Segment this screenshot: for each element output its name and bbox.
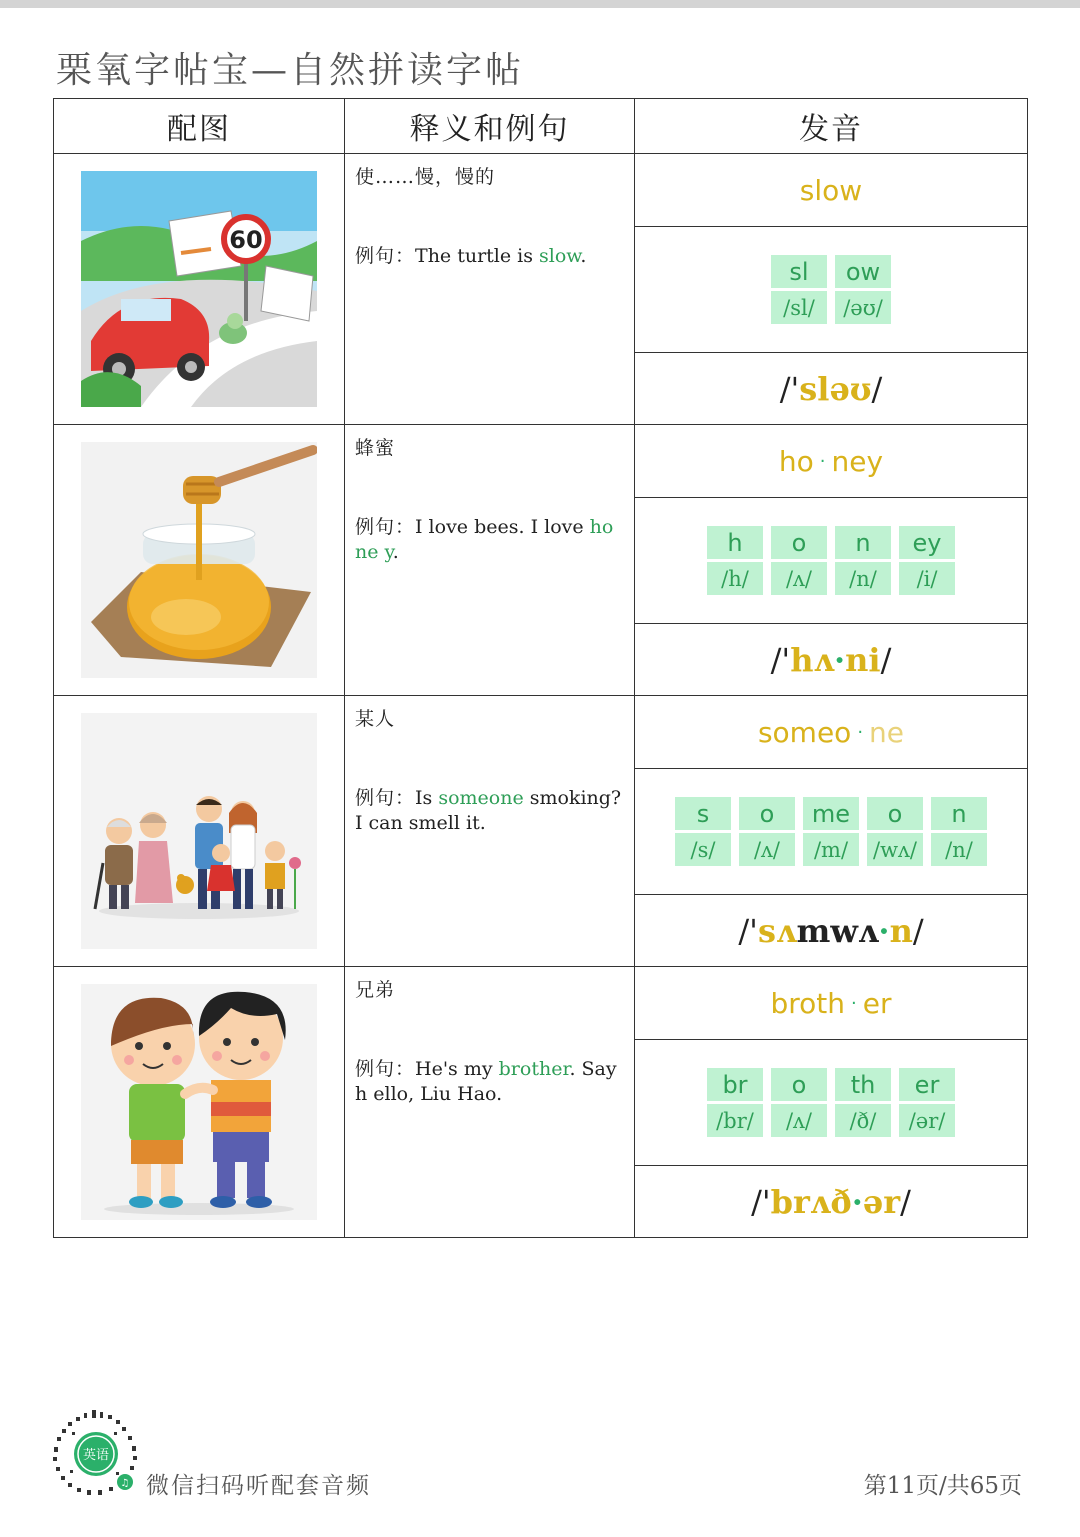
honey-jar-illustration — [81, 442, 317, 678]
header-pronunciation: 发音 — [635, 99, 1028, 154]
chinese-meaning: 蜂蜜 — [355, 437, 396, 459]
pronunciation-cell — [635, 967, 1028, 1238]
ipa-transcription — [635, 353, 1027, 424]
letter-sound-tile[interactable] — [899, 1068, 955, 1137]
syllable-dot: · — [819, 450, 826, 472]
ipa-segment: mwʌ — [796, 911, 879, 950]
example-sentence — [355, 1057, 624, 1107]
tile-sound: /əʊ/ — [835, 291, 891, 324]
example-label: 例句： — [355, 1058, 416, 1080]
example-text-before: The turtle is — [415, 245, 540, 267]
ipa-open: /' — [738, 911, 758, 950]
syllable-dot: · — [851, 992, 857, 1014]
two-boys-illustration — [81, 984, 317, 1220]
picture-cell — [54, 696, 345, 967]
tile-sound: /h/ — [707, 562, 763, 595]
pronunciation-cell — [635, 696, 1028, 967]
syllable: ne — [869, 715, 905, 749]
syllable-dot: · — [857, 721, 864, 743]
tile-sound: /br/ — [707, 1104, 763, 1137]
syllable: ho — [778, 444, 814, 478]
tile-letters: br — [707, 1068, 763, 1101]
example-highlight-word: someone — [438, 787, 524, 809]
table-row — [54, 696, 1028, 967]
meaning-cell — [345, 967, 635, 1238]
ipa-close: / — [871, 369, 883, 408]
meaning-cell — [345, 696, 635, 967]
example-text-after: . — [392, 541, 399, 563]
tile-letters: sl — [771, 255, 827, 288]
example-sentence — [355, 786, 624, 836]
tile-sound: /s/ — [675, 833, 731, 866]
ipa-transcription — [635, 895, 1027, 966]
example-highlight-word: hone y — [355, 516, 614, 563]
tile-letters: o — [771, 526, 827, 559]
tile-letters: th — [835, 1068, 891, 1101]
letter-sound-tile[interactable] — [771, 1068, 827, 1137]
letter-sound-tile[interactable] — [835, 1068, 891, 1137]
car-turtle-road-illustration — [81, 171, 317, 407]
syllable: broth — [770, 986, 846, 1020]
document-title: 栗氧字帖宝—自然拼读字帖 — [56, 50, 525, 91]
letter-sound-tiles — [635, 1040, 1027, 1166]
ipa-close: / — [912, 911, 924, 950]
ipa-segment: · — [851, 1182, 863, 1221]
tile-sound: /sl/ — [771, 291, 827, 324]
example-text-before: I love bees. I love — [415, 516, 590, 538]
page-number: 第11页/共65页 — [863, 1473, 1022, 1499]
picture-cell — [54, 425, 345, 696]
letter-sound-tiles — [635, 498, 1027, 624]
ipa-segment: hʌ — [790, 640, 834, 679]
letter-sound-tile[interactable] — [707, 1068, 763, 1137]
ipa-segment: brʌð — [770, 1182, 852, 1221]
tile-letters: o — [867, 797, 923, 830]
meaning-cell — [345, 154, 635, 425]
header-picture: 配图 — [54, 99, 345, 154]
chinese-meaning: 使……慢，慢的 — [355, 166, 496, 188]
example-text-after: smoking? I can smell it. — [355, 787, 622, 834]
example-text-after: . Say h ello, Liu Hao. — [355, 1058, 617, 1105]
tile-letters: h — [707, 526, 763, 559]
svg-text:♫: ♫ — [120, 1478, 130, 1489]
example-text-after: . — [580, 245, 587, 267]
picture-cell — [54, 154, 345, 425]
pronunciation-cell — [635, 425, 1028, 696]
tile-letters: s — [675, 797, 731, 830]
syllable-word[interactable] — [635, 696, 1027, 769]
audio-scan-note: 微信扫码听配套音频 — [146, 1473, 371, 1499]
top-edge-bar — [0, 0, 1080, 8]
ipa-open: /' — [751, 1182, 771, 1221]
ipa-segment: ər — [862, 1182, 901, 1221]
tile-sound: /n/ — [931, 833, 987, 866]
table-row — [54, 154, 1028, 425]
tile-letters: me — [803, 797, 859, 830]
tile-sound: /m/ — [803, 833, 859, 866]
letter-sound-tile[interactable] — [835, 255, 891, 324]
svg-text:60: 60 — [229, 226, 263, 254]
chinese-meaning: 兄弟 — [355, 979, 396, 1001]
letter-sound-tile[interactable] — [675, 797, 731, 866]
ipa-segment: ni — [845, 640, 881, 679]
ipa-segment: sʌ — [757, 911, 797, 950]
ipa-open: /' — [779, 369, 800, 408]
syllable-word[interactable] — [635, 967, 1027, 1040]
tile-sound: /wʌ/ — [867, 833, 923, 866]
pronunciation-cell — [635, 154, 1028, 425]
tile-sound: /n/ — [835, 562, 891, 595]
letter-sound-tile[interactable] — [867, 797, 923, 866]
tile-sound: /ʌ/ — [739, 833, 795, 866]
ipa-transcription — [635, 1166, 1027, 1237]
tile-letters: er — [899, 1068, 955, 1101]
chinese-meaning: 某人 — [355, 708, 396, 730]
letter-sound-tile[interactable] — [803, 797, 859, 866]
tile-sound: /ʌ/ — [771, 1104, 827, 1137]
tile-sound: /i/ — [899, 562, 955, 595]
letter-sound-tiles — [635, 769, 1027, 895]
tile-letters: n — [835, 526, 891, 559]
qr-code[interactable] — [52, 1410, 140, 1498]
ipa-segment: n — [889, 911, 913, 950]
ipa-segment: sləʊ — [799, 369, 872, 408]
example-label: 例句： — [355, 516, 416, 538]
qr-badge-text: 英语 — [82, 1448, 110, 1463]
table-header-row — [54, 99, 1028, 154]
tile-sound: /ð/ — [835, 1104, 891, 1137]
syllable: er — [862, 986, 892, 1020]
letter-sound-tile[interactable] — [835, 526, 891, 595]
tile-letters: n — [931, 797, 987, 830]
example-sentence — [355, 244, 624, 269]
meaning-cell — [345, 425, 635, 696]
example-highlight-word: brother — [498, 1058, 570, 1080]
letter-sound-tiles — [635, 227, 1027, 353]
letter-sound-tile[interactable] — [931, 797, 987, 866]
example-sentence — [355, 515, 624, 565]
letter-sound-tile[interactable] — [771, 255, 827, 324]
table-row — [54, 425, 1028, 696]
tile-sound: /ər/ — [899, 1104, 955, 1137]
ipa-close: / — [880, 640, 892, 679]
syllable-word[interactable] — [635, 154, 1027, 227]
ipa-transcription — [635, 624, 1027, 695]
tile-sound: /ʌ/ — [771, 562, 827, 595]
tile-letters: o — [739, 797, 795, 830]
example-highlight-word: slow — [539, 245, 581, 267]
letter-sound-tile[interactable] — [899, 526, 955, 595]
phonics-table — [53, 98, 1028, 1238]
letter-sound-tile[interactable] — [739, 797, 795, 866]
example-label: 例句： — [355, 787, 416, 809]
tile-letters: ey — [899, 526, 955, 559]
ipa-segment: · — [834, 640, 846, 679]
syllable: someo — [757, 715, 852, 749]
syllable-word[interactable] — [635, 425, 1027, 498]
table-row — [54, 967, 1028, 1238]
ipa-close: / — [900, 1182, 911, 1221]
example-text-before: He's my — [415, 1058, 499, 1080]
picture-cell — [54, 967, 345, 1238]
syllable: slow — [799, 173, 863, 207]
syllable: ney — [831, 444, 884, 478]
tile-letters: o — [771, 1068, 827, 1101]
family-group-illustration — [81, 713, 317, 949]
letter-sound-tile[interactable] — [771, 526, 827, 595]
tile-letters: ow — [835, 255, 891, 288]
example-text-before: Is — [415, 787, 439, 809]
letter-sound-tile[interactable] — [707, 526, 763, 595]
ipa-open: /' — [770, 640, 791, 679]
ipa-segment: · — [878, 911, 890, 950]
example-label: 例句： — [355, 245, 416, 267]
header-meaning: 释义和例句 — [345, 99, 635, 154]
